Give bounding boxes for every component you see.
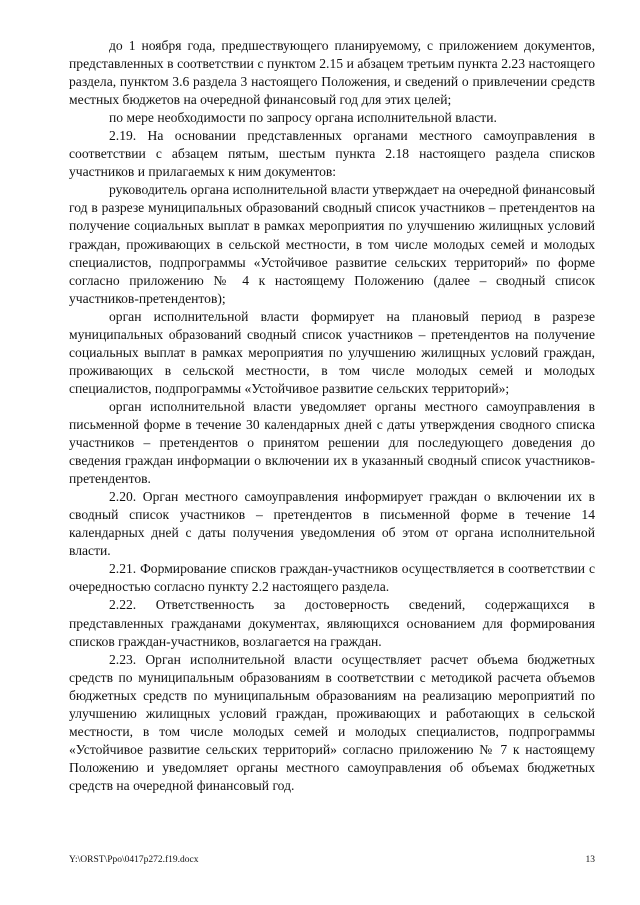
- paragraph-6: орган исполнительной власти уведомляет органы местного самоуправления в письменной форме в течение 30 календарных дней с даты утверждения сводного списка участников – претендентов о принятом решении для последующего доведения до сведения граждан информации о включении их в указанный сводный список участников-претендентов.: [69, 398, 595, 487]
- document-body: [69, 37, 595, 795]
- paragraph-2: по мере необходимости по запросу органа исполнительной власти.: [109, 110, 497, 126]
- paragraph-5: орган исполнительной власти формирует на плановый период в разрезе муниципальных образований сводный список участников – претендентов на получение социальных выплат в рамках мероприятия по улучшению жилищных условий граждан, проживающих в сельской местности, в том числе молодых семей и молодых специалистов, подпрограммы «Устойчивое развитие сельских территорий»;: [69, 308, 595, 396]
- paragraph-9: 2.22. Ответственность за достоверность сведений, содержащихся в представленных гражданами документах, являющихся основанием для формирования списков граждан-участников, возлагается на граждан.: [69, 597, 595, 649]
- paragraph-4: руководитель органа исполнительной власти утверждает на очередной финансовый год в разрезе муниципальных образований сводный список участников – претендентов на получение социальных выплат в рамках мероприятия по улучшению жилищных условий граждан, проживающих в сельской местности, в том числе молодых семей и молодых специалистов, подпрограммы «Устойчивое развитие сельских территорий» по форме согласно приложению № 4 к настоящему Положению (далее – сводный список участников-претендентов);: [69, 182, 595, 306]
- footer-file-path: Y:\ORST\Ppo\0417p272.f19.docx: [69, 855, 199, 865]
- paragraph-7: 2.20. Орган местного самоуправления информирует граждан о включении их в сводный список участников – претендентов в письменной форме в течение 14 календарных дней с даты получения уведомления об этом от органа исполнительной власти.: [69, 489, 595, 559]
- footer-page-number: 13: [585, 855, 595, 865]
- paragraph-1: до 1 ноября года, предшествующего планируемому, с приложением документов, представленных в соответствии с пунктом 2.15 и абзацем третьим пункта 2.23 настоящего раздела, пунктом 3.6 раздела 3 настоящего Положения, и сведений о привлечении средств местных бюджетов на очередной финансовый год для этих целей;: [69, 38, 595, 108]
- paragraph-3: 2.19. На основании представленных органами местного самоуправления в соответствии с абзацем пятым, шестым пункта 2.18 настоящего раздела списков участников и прилагаемых к ним документов:: [69, 128, 595, 180]
- paragraph-10: 2.23. Орган исполнительной власти осуществляет расчет объема бюджетных средств по муниципальным образованиям в соответствии с методикой расчета объемов бюджетных средств по муниципальным образованиям на реализацию мероприятий по улучшению жилищных условий граждан, проживающих и работающих в сельской местности, в том числе молодых семей и молодых специалистов, подпрограммы «Устойчивое развитие сельских территорий» согласно приложению № 7 к настоящему Положению и уведомляет органы местного самоуправления об объемах бюджетных средств на очередной финансовый год.: [69, 651, 595, 793]
- paragraph-8: 2.21. Формирование списков граждан-участников осуществляется в соответствии с очередностью согласно пункту 2.2 настоящего раздела.: [69, 561, 595, 595]
